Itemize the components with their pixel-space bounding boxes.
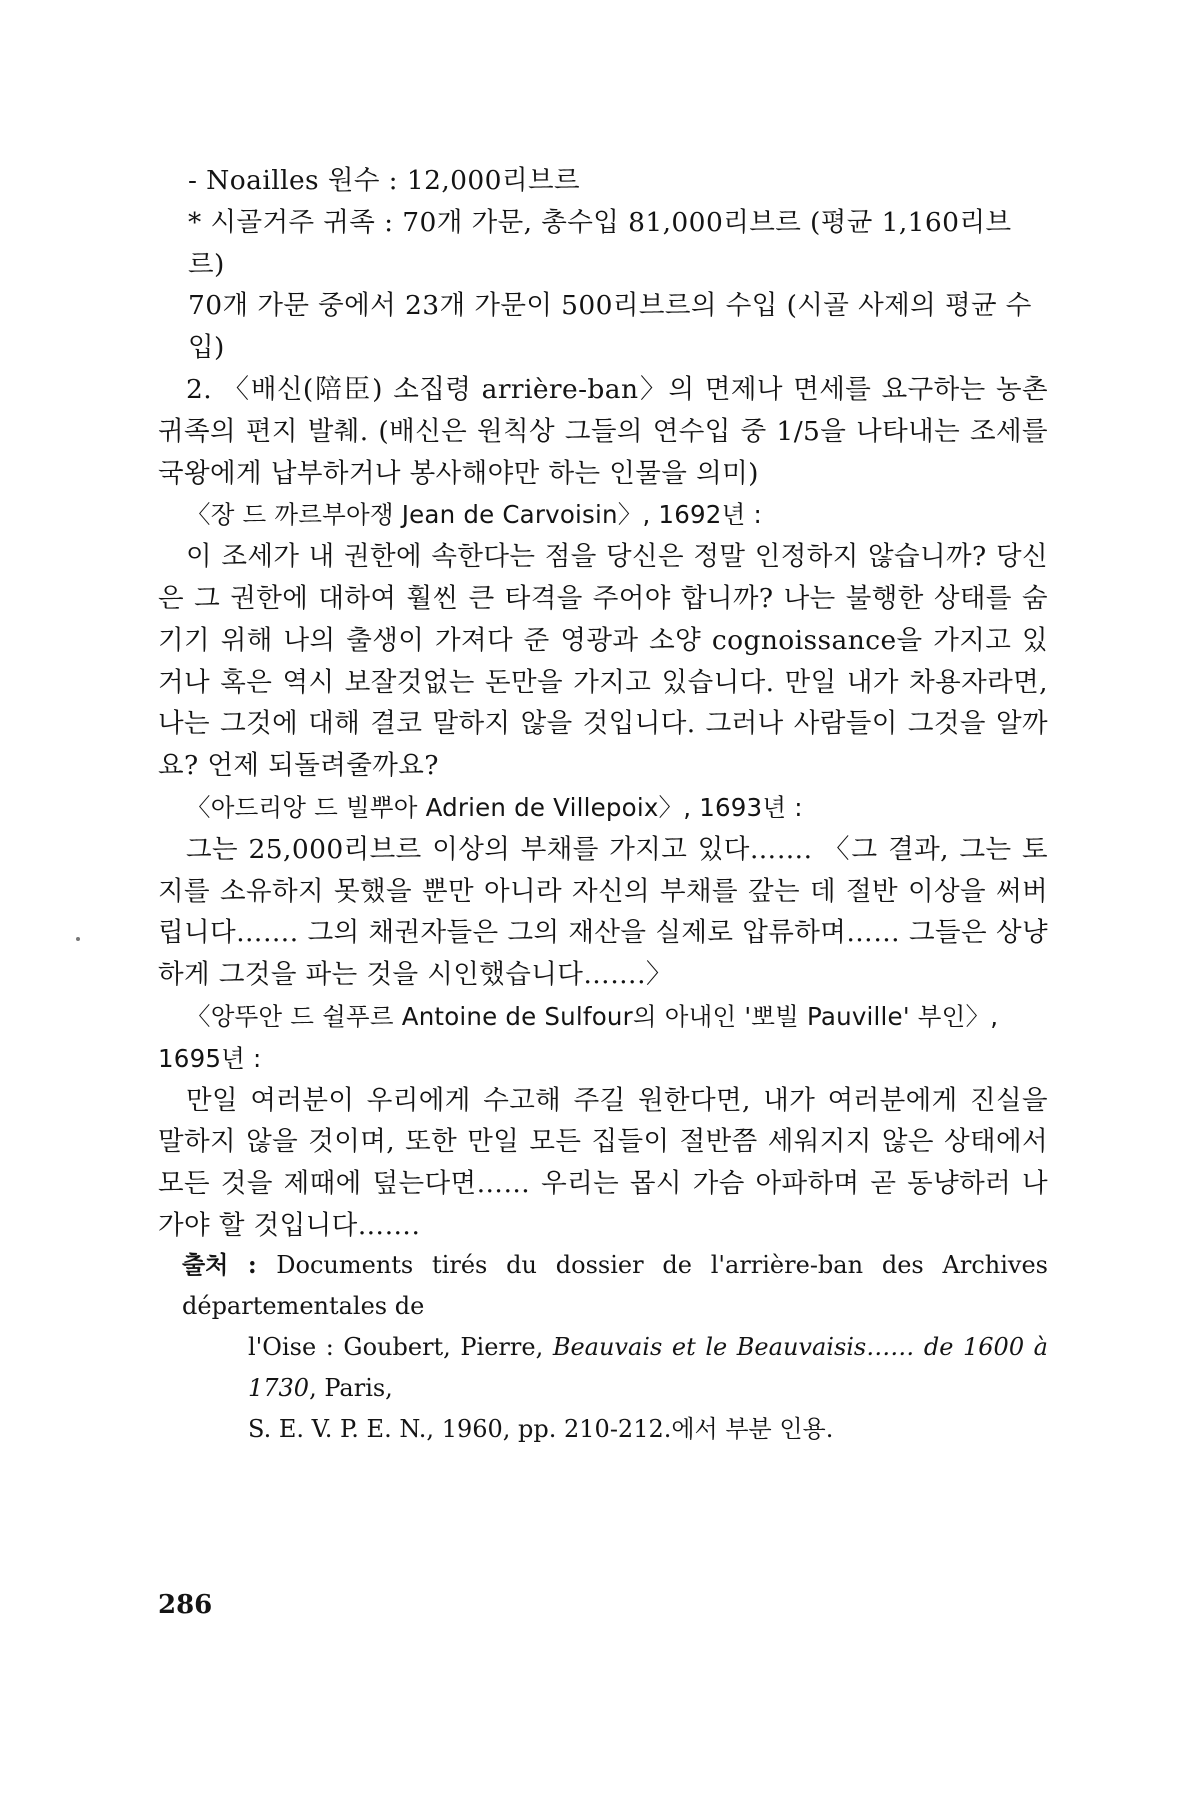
carvoisin-letter: 이 조세가 내 권한에 속한다는 점을 당신은 정말 인정하지 않습니까? 당신은 그 권한에 대하여 훨씬 큰 타격을 주어야 합니까? 나는 불행한 상태를 숨기기 위해 나의 출생이 가져다 준 영광과 소양 cognoissance을 가지고 있거나 혹은 역시 보잘것없는 돈만을 가지고 있습니다. 만일 내가 차용자라면, 나는 그것에 대해 결코 말하지 않을 것입니다. 그러나 사람들이 그것을 알까요? 언제 되돌려줄까요? <box>158 541 1048 782</box>
rural-nobility-line: * 시골거주 귀족 : 70개 가문, 총수입 81,000리브르 (평균 1,160리브르) <box>188 206 1012 280</box>
body-text <box>158 160 1048 1247</box>
villepoix-heading: 〈아드리앙 드 빌뿌아 Adrien de Villepoix〉, 1693년 : <box>186 792 803 822</box>
source-line-3: S. E. V. P. E. N., 1960, pp. 210-212.에서 부분 인용. <box>248 1415 834 1443</box>
source-line-2: l'Oise : Goubert, Pierre, Beauvais et le Beauvaisis…… de 1600 à 1730, Paris, <box>248 1333 1048 1402</box>
source-citation <box>182 1244 1048 1450</box>
source-label: 출처 : <box>182 1250 277 1279</box>
families-income-line: 70개 가문 중에서 23개 가문이 500리브르의 수입 (시골 사제의 평균 수입) <box>188 290 1032 364</box>
scan-speck <box>76 937 80 941</box>
page-number: 286 <box>158 1590 213 1620</box>
sulfour-letter: 만일 여러분이 우리에게 수고해 주길 원한다면, 내가 여러분에게 진실을 말하지 않을 것이며, 또한 만일 모든 집들이 절반쯤 세워지지 않은 상태에서 모든 것을 제때에 덮는다면…… 우리는 몹시 가슴 아파하며 곧 동냥하러 나가야 할 것입니다……. <box>158 1084 1048 1241</box>
source-line-1: 출처 : Documents tirés du dossier de l'arrière-ban des Archives départementales de <box>182 1250 1048 1320</box>
noailles-line: - Noailles 원수 : 12,000리브르 <box>188 165 580 196</box>
item-2-paragraph: 2. 〈배신(陪臣) 소집령 arrière-ban〉의 면제나 면세를 요구하는 농촌 귀족의 편지 발췌. (배신은 원칙상 그들의 연수입 중 1/5을 나타내는 조세를 국왕에게 납부하거나 봉사해야만 하는 인물을 의미) <box>158 373 1048 489</box>
villepoix-letter: 그는 25,000리브르 이상의 부채를 가지고 있다……. 〈그 결과, 그는 토지를 소유하지 못했을 뿐만 아니라 자신의 부채를 갚는 데 절반 이상을 써버립니다……. 그의 채권자들은 그의 재산을 실제로 압류하며…… 그들은 상냥하게 그것을 파는 것을 시인했습니다…….〉 <box>158 833 1048 991</box>
carvoisin-heading: 〈장 드 까르부아쟁 Jean de Carvoisin〉, 1692년 : <box>186 500 762 530</box>
sulfour-heading: 〈앙뚜안 드 쉴푸르 Antoine de Sulfour의 아내인 '뽀빌 Pauville' 부인〉, 1695년 : <box>158 1001 999 1073</box>
book-title: Beauvais et le Beauvaisis…… de 1600 à 1730 <box>248 1333 1048 1402</box>
